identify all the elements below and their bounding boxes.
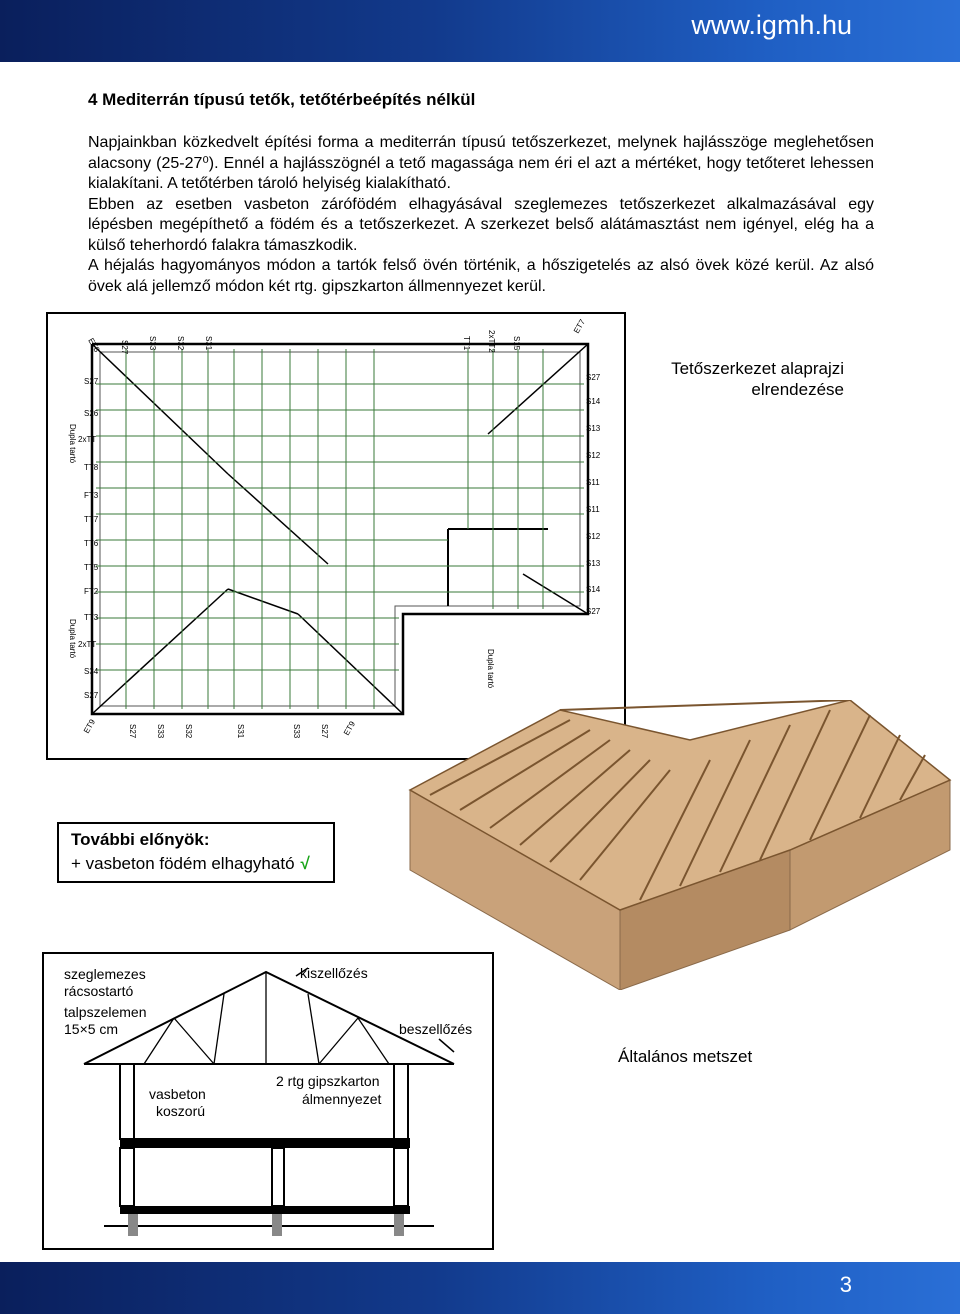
plan-left-vertical-2: Dupla tartó (68, 619, 77, 659)
plan-top-label: S31 (204, 336, 213, 351)
plan-left-label: S27 (84, 691, 99, 700)
plan-left-label: TT8 (84, 463, 99, 472)
plan-bottom-label: S33 (156, 724, 165, 739)
plan-left-vertical: Dupla tartó (68, 424, 77, 464)
label-truss-1: szeglemezes (64, 966, 146, 982)
plan-top-label: ET7 (571, 317, 588, 335)
roof-plan-drawing (48, 314, 624, 758)
plan-left-label: 2xTT (78, 640, 97, 649)
paragraph: Napjainkban közkedvelt építési forma a mediterrán típusú tetőszerkezet, melynek hajlásszöge meglehetősen alacsony (25-27⁰). Ennél a hajlásszögnél a tető magassága nem éri el azt a mértéket, hogy tetőteret lehessen kialakítani. A tetőtérben tároló helyiség kialakítható. (88, 134, 874, 192)
label-ring-1: vasbeton (149, 1086, 206, 1102)
plan-caption-line1: Tetőszerkezet alaprajzi (671, 359, 844, 378)
plan-left-label: S34 (84, 667, 99, 676)
body-text (88, 133, 874, 297)
section-figure (42, 952, 494, 1250)
roof-plan-figure (46, 312, 626, 760)
plan-left-label: FT3 (84, 491, 99, 500)
advantages-title: További előnyök: (71, 830, 210, 849)
label-ring-2: koszorú (156, 1103, 206, 1119)
paragraph: Ebben az esetben vasbeton zárófödém elhagyásával szeglemezes tetőszerkezet alkalmazásával egy lépésben megépíthető a födém és a tetőszerkezet. A szerkezet belső alátámasztást nem igényel, elég ha a külső teherhordó falakra támaszkodik. (88, 195, 874, 254)
plan-bottom-label: ET9 (341, 719, 358, 737)
header-bar (0, 0, 960, 62)
label-vent-in: beszellőzés (399, 1021, 473, 1037)
check-icon: √ (300, 854, 310, 873)
section-caption: Általános metszet (618, 1047, 753, 1066)
plan-bottom-label: S33 (292, 724, 301, 739)
plan-top-label: 2xTT2 (487, 330, 496, 353)
plan-left-label: TT6 (84, 539, 99, 548)
plan-left-label: 2xTT (78, 435, 97, 444)
plan-left-label: TT5 (84, 563, 99, 572)
plan-right-label: S27 (586, 373, 601, 382)
plan-right-label: S13 (586, 559, 601, 568)
plan-left-label: TT7 (84, 515, 99, 524)
section-heading: 4 Mediterrán típusú tetők, tetőtérbeépítés nélkül (88, 90, 476, 109)
plan-right-label: S13 (586, 424, 601, 433)
plan-right-label: S11 (586, 505, 600, 514)
plan-left-label: FT2 (84, 587, 99, 596)
page-number: 3 (839, 1272, 852, 1297)
plan-bottom-label: S31 (236, 724, 245, 739)
site-url[interactable]: www.igmh.hu (691, 10, 852, 40)
plan-top-label: S32 (176, 336, 185, 351)
advantages-box (57, 822, 335, 883)
label-vent-out: kiszellőzés (300, 965, 368, 981)
plan-bottom-label: S27 (128, 724, 137, 739)
plan-top-label: S33 (148, 336, 157, 351)
plan-left-label: S26 (84, 409, 99, 418)
paragraph: A héjalás hagyományos módon a tartók felső övén történik, a hőszigetelés az alsó övek közé kerül. Az alsó övek alá jellemző módon két rtg. gipszkarton állmennyezet kerül. (88, 257, 874, 295)
truss-3d-illustration (390, 700, 960, 990)
footer-bar (0, 1262, 960, 1314)
plan-top-label: S27 (120, 340, 129, 355)
advantages-item (71, 854, 310, 874)
label-plate-1: talpszelemen (64, 1004, 147, 1020)
plan-right-label: S11 (586, 478, 600, 487)
label-ceiling-1: 2 rtg gipszkarton (276, 1073, 380, 1089)
plan-right-label: S12 (586, 451, 601, 460)
section-drawing (44, 954, 492, 1248)
plan-right-vertical: Dupla tartó (486, 649, 495, 689)
plan-left-label: S27 (84, 377, 99, 386)
plan-top-label: ET8 (86, 336, 102, 354)
plan-bottom-label: ET9 (81, 717, 98, 735)
plan-right-label: S14 (586, 397, 601, 406)
plan-bottom-label: S32 (184, 724, 193, 739)
plan-right-label: S27 (586, 607, 601, 616)
plan-right-label: S14 (586, 585, 601, 594)
label-truss-2: rácsostartó (64, 983, 134, 999)
plan-top-label: TT1 (462, 336, 471, 351)
plan-caption-line2: elrendezése (751, 380, 844, 399)
plan-caption (640, 358, 844, 400)
plan-top-label: S15 (512, 336, 521, 351)
plan-left-label: TT3 (84, 613, 99, 622)
plan-bottom-label: S27 (320, 724, 329, 739)
label-plate-2: 15×5 cm (64, 1021, 119, 1037)
advantages-item-text: + vasbeton födém elhagyható (71, 854, 295, 873)
label-ceiling-2: álmennyezet (302, 1091, 382, 1107)
plan-right-label: S12 (586, 532, 601, 541)
